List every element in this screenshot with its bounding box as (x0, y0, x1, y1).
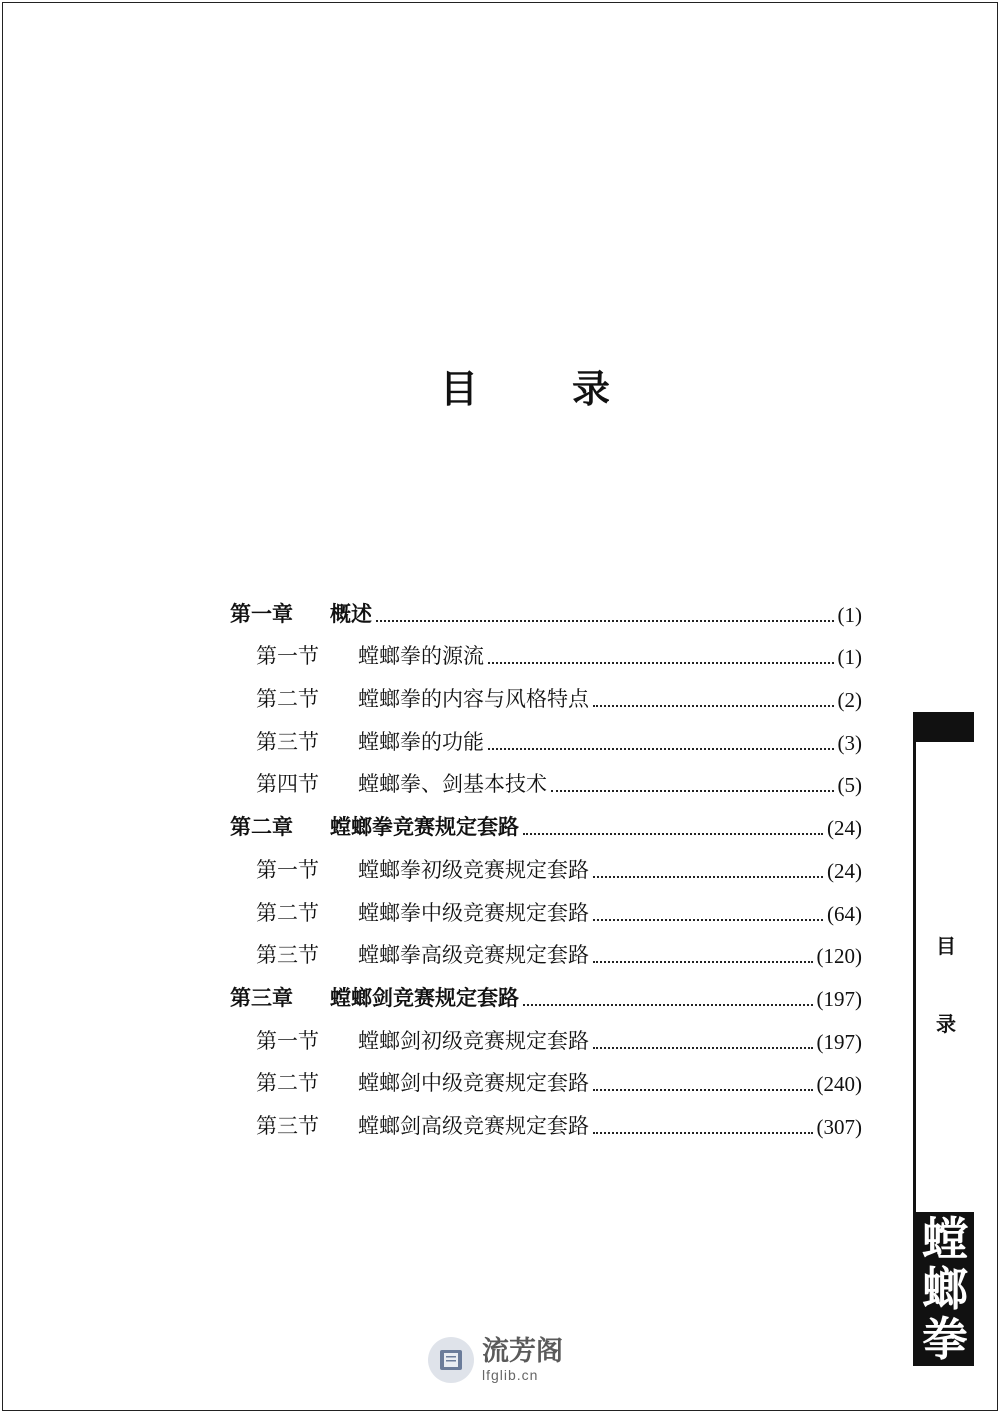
toc-entry-label: 第三章 (230, 984, 293, 1010)
page-title (440, 355, 610, 415)
toc-section-row[interactable] (230, 927, 862, 970)
toc-entry-label: 第四节 (256, 772, 319, 797)
toc-page-number: (197) (816, 986, 862, 1011)
toc-dot-leader (523, 1003, 813, 1006)
toc-entry-label: 第一节 (256, 644, 319, 669)
side-tab-marker (916, 712, 974, 742)
toc-page-number: (240) (816, 1072, 862, 1097)
toc-entry-label: 第一节 (256, 1028, 319, 1053)
toc-page-number: (3) (837, 730, 862, 755)
toc-section-row[interactable] (230, 756, 862, 799)
toc-entry-title: 螳螂剑初级竞赛规定套路 (358, 1028, 589, 1053)
toc-dot-leader (488, 747, 834, 750)
toc-dot-leader (376, 619, 834, 622)
toc-page-number: (307) (816, 1114, 862, 1139)
toc-entry-label: 第三节 (256, 729, 319, 754)
toc-section-row[interactable] (230, 841, 862, 884)
toc-entry-title: 螳螂剑高级竞赛规定套路 (358, 1113, 589, 1138)
toc-dot-leader (593, 875, 823, 878)
toc-page-number: (64) (827, 901, 862, 926)
toc-entry-label: 第一章 (230, 600, 293, 626)
toc-entry-title: 螳螂拳高级竞赛规定套路 (358, 943, 589, 968)
toc-dot-leader (593, 918, 823, 921)
toc-dot-leader (551, 789, 834, 792)
toc-page-number: (2) (837, 688, 862, 713)
side-tab-char-1: 目 (936, 934, 956, 958)
toc-dot-leader (593, 704, 834, 707)
toc-entry-title: 螳螂拳的源流 (358, 644, 484, 669)
side-art-char-1: 螳 (922, 1212, 968, 1266)
toc-entry-title: 螳螂剑竞赛规定套路 (330, 984, 519, 1010)
toc-dot-leader (593, 960, 813, 963)
toc-entry-label: 第二章 (230, 814, 293, 840)
toc-entry-label: 第三节 (256, 1113, 319, 1138)
toc-entry-title: 概述 (330, 600, 372, 626)
toc-section-row[interactable] (230, 670, 862, 713)
toc-section-row[interactable] (230, 1097, 862, 1140)
toc-chapter-row[interactable] (230, 798, 862, 841)
toc-dot-leader (593, 1131, 813, 1134)
toc-entry-title: 螳螂拳的内容与风格特点 (358, 687, 589, 712)
toc-page-number: (120) (816, 944, 862, 969)
toc-page-number: (24) (827, 816, 862, 841)
toc-chapter-row[interactable] (230, 585, 862, 628)
toc-entry-title: 螳螂拳初级竞赛规定套路 (358, 857, 589, 882)
toc-page-number: (1) (837, 602, 862, 627)
side-tab-char-2: 录 (936, 1012, 956, 1036)
toc-chapter-row[interactable] (230, 969, 862, 1012)
toc-section-row[interactable] (230, 884, 862, 927)
toc-dot-leader (523, 832, 823, 835)
watermark (428, 1332, 563, 1388)
toc-entry-title: 螳螂剑中级竞赛规定套路 (358, 1071, 589, 1096)
page-title-char-1: 目 (440, 366, 479, 411)
page-title-char-2: 录 (571, 366, 610, 411)
side-art-char-2: 螂 (922, 1262, 968, 1316)
side-tab-book-title-art (916, 1212, 974, 1366)
toc-entry-title: 螳螂拳、剑基本技术 (358, 772, 547, 797)
toc-section-row[interactable] (230, 628, 862, 671)
toc-entry-label: 第二节 (256, 687, 319, 712)
toc-entry-title: 螳螂拳中级竞赛规定套路 (358, 900, 589, 925)
toc-entry-title: 螳螂拳竞赛规定套路 (330, 814, 519, 840)
toc-entry-label: 第一节 (256, 857, 319, 882)
toc-page-number: (5) (837, 773, 862, 798)
toc-entry-label: 第二节 (256, 1071, 319, 1096)
table-of-contents (230, 585, 862, 1140)
watermark-url: lfglib.cn (482, 1367, 539, 1383)
toc-dot-leader (488, 661, 834, 664)
watermark-name: 流芳阁 (482, 1336, 563, 1367)
toc-entry-label: 第二节 (256, 900, 319, 925)
toc-section-row[interactable] (230, 713, 862, 756)
toc-entry-label: 第三节 (256, 943, 319, 968)
toc-dot-leader (593, 1046, 813, 1049)
toc-page-number: (197) (816, 1029, 862, 1054)
toc-section-row[interactable] (230, 1055, 862, 1098)
side-art-char-3: 拳 (922, 1312, 968, 1366)
toc-dot-leader (593, 1088, 813, 1091)
book-logo-icon (428, 1337, 474, 1383)
toc-entry-title: 螳螂拳的功能 (358, 729, 484, 754)
toc-page-number: (24) (827, 858, 862, 883)
toc-page-number: (1) (837, 645, 862, 670)
side-tab (913, 712, 974, 1366)
toc-section-row[interactable] (230, 1012, 862, 1055)
